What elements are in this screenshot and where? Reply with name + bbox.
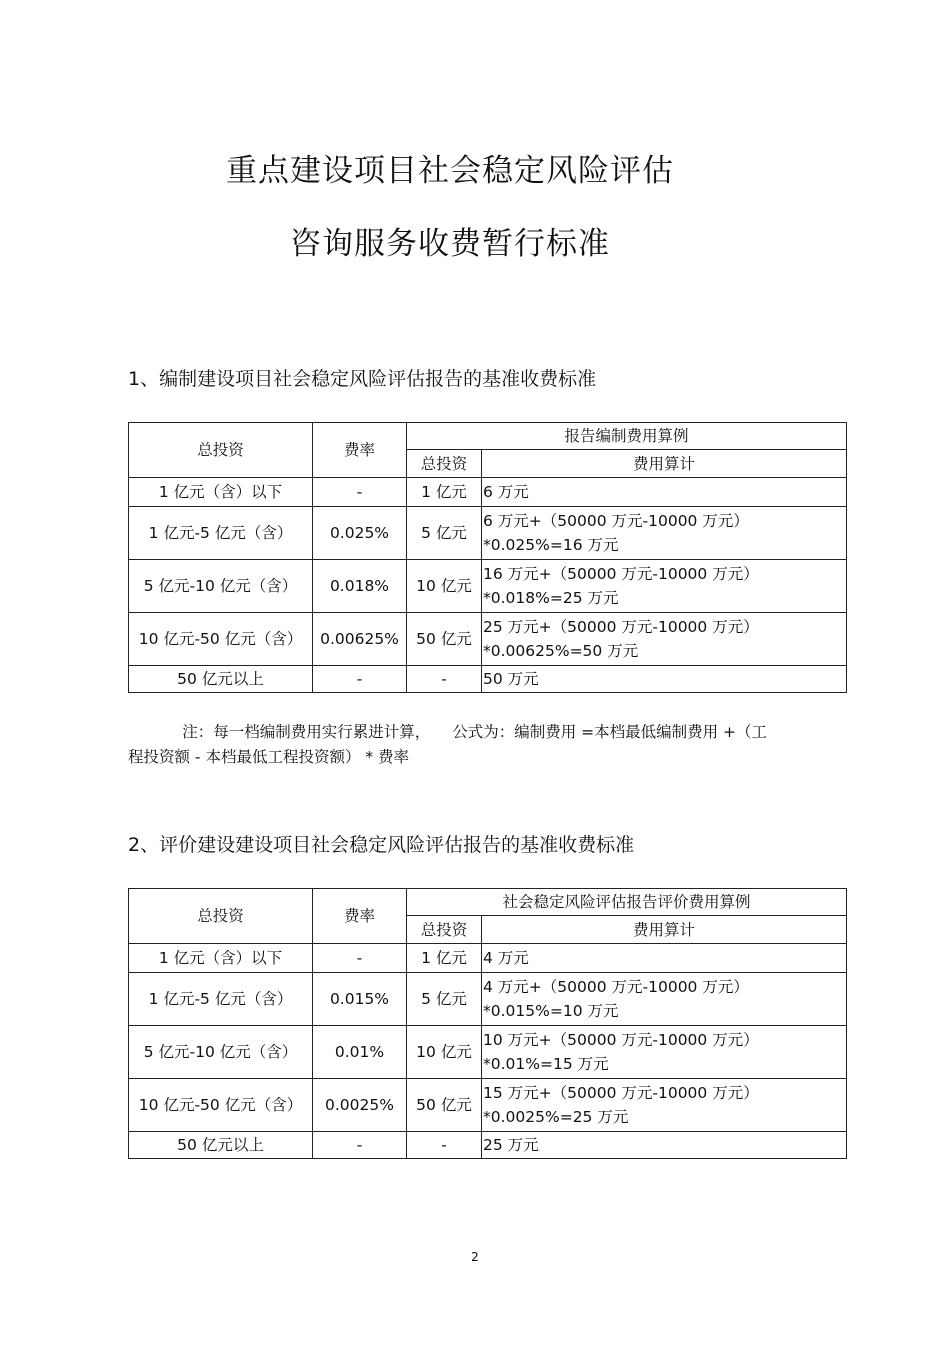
- table-header-row: [129, 423, 847, 450]
- calc-line: *0.025%=16 万元: [483, 536, 619, 554]
- table-row: [129, 478, 847, 507]
- cell-rate: 0.0025%: [313, 1079, 407, 1132]
- header-total-investment: 总投资: [129, 889, 313, 944]
- cell-example: 50 亿元: [407, 613, 482, 666]
- cell-example: 5 亿元: [407, 507, 482, 560]
- cell-range: 1 亿元（含）以下: [129, 478, 313, 507]
- table-row: [129, 507, 847, 560]
- cell-example: 10 亿元: [407, 1026, 482, 1079]
- cell-calc: [482, 478, 847, 507]
- cell-example: -: [407, 666, 482, 693]
- cell-example: 1 亿元: [407, 944, 482, 973]
- cell-range: 10 亿元-50 亿元（含）: [129, 1079, 313, 1132]
- calc-line: 6 万元: [483, 483, 529, 501]
- note-part-a: 注：每一档编制费用实行累进计算，: [182, 723, 431, 741]
- note-line-1: [128, 720, 828, 745]
- calc-line: 25 万元+（50000 万元-10000 万元）: [483, 618, 759, 636]
- cell-calc: [482, 560, 847, 613]
- table-row: [129, 973, 847, 1026]
- calc-line: *0.00625%=50 万元: [483, 642, 639, 660]
- cell-calc: [482, 973, 847, 1026]
- calc-line: 6 万元+（50000 万元-10000 万元）: [483, 512, 749, 530]
- header-example-investment: 总投资: [407, 916, 482, 944]
- cell-example: 50 亿元: [407, 1079, 482, 1132]
- formula-note: [128, 720, 828, 770]
- cell-calc: [482, 1079, 847, 1132]
- cell-range: 5 亿元-10 亿元（含）: [129, 560, 313, 613]
- cell-range: 50 亿元以上: [129, 1132, 313, 1159]
- table-header-row: [129, 889, 847, 916]
- calc-line: 4 万元+（50000 万元-10000 万元）: [483, 978, 749, 996]
- calc-line: *0.015%=10 万元: [483, 1002, 619, 1020]
- cell-calc: [482, 666, 847, 693]
- cell-rate: 0.025%: [313, 507, 407, 560]
- table-row: [129, 613, 847, 666]
- cell-calc: [482, 1132, 847, 1159]
- table-row: [129, 1132, 847, 1159]
- document-title-line2: 咨询服务收费暂行标准: [290, 226, 610, 262]
- cell-rate: -: [313, 478, 407, 507]
- cell-example: 5 亿元: [407, 973, 482, 1026]
- cell-calc: [482, 1026, 847, 1079]
- fee-table-compilation: [128, 422, 847, 693]
- section2-heading: 2、评价建设建设项目社会稳定风险评估报告的基准收费标准: [128, 834, 635, 856]
- calc-line: 25 万元: [483, 1136, 539, 1154]
- cell-rate: 0.015%: [313, 973, 407, 1026]
- cell-example: 1 亿元: [407, 478, 482, 507]
- header-example-group: 报告编制费用算例: [407, 423, 847, 450]
- cell-calc: [482, 507, 847, 560]
- cell-range: 1 亿元-5 亿元（含）: [129, 507, 313, 560]
- header-example-calc: 费用算计: [482, 450, 847, 478]
- cell-calc: [482, 613, 847, 666]
- page-number: 2: [471, 1250, 479, 1264]
- fee-table-evaluation: [128, 888, 847, 1159]
- cell-rate: 0.01%: [313, 1026, 407, 1079]
- table-row: [129, 1079, 847, 1132]
- cell-rate: 0.00625%: [313, 613, 407, 666]
- header-total-investment: 总投资: [129, 423, 313, 478]
- header-example-investment: 总投资: [407, 450, 482, 478]
- cell-range: 50 亿元以上: [129, 666, 313, 693]
- table-row: [129, 944, 847, 973]
- cell-range: 1 亿元-5 亿元（含）: [129, 973, 313, 1026]
- table-row: [129, 1026, 847, 1079]
- cell-rate: -: [313, 666, 407, 693]
- table-row: [129, 666, 847, 693]
- header-example-calc: 费用算计: [482, 916, 847, 944]
- note-line-2: 程投资额 - 本档最低工程投资额） * 费率: [128, 748, 410, 766]
- cell-example: 10 亿元: [407, 560, 482, 613]
- calc-line: 15 万元+（50000 万元-10000 万元）: [483, 1084, 759, 1102]
- cell-rate: -: [313, 1132, 407, 1159]
- calc-line: *0.01%=15 万元: [483, 1055, 609, 1073]
- calc-line: 16 万元+（50000 万元-10000 万元）: [483, 565, 759, 583]
- cell-rate: 0.018%: [313, 560, 407, 613]
- header-rate: 费率: [313, 889, 407, 944]
- calc-line: 4 万元: [483, 949, 529, 967]
- cell-range: 5 亿元-10 亿元（含）: [129, 1026, 313, 1079]
- header-example-group: 社会稳定风险评估报告评价费用算例: [407, 889, 847, 916]
- cell-example: -: [407, 1132, 482, 1159]
- table-row: [129, 560, 847, 613]
- document-title-line1: 重点建设项目社会稳定风险评估: [226, 153, 674, 189]
- calc-line: *0.018%=25 万元: [483, 589, 619, 607]
- header-rate: 费率: [313, 423, 407, 478]
- calc-line: *0.0025%=25 万元: [483, 1108, 629, 1126]
- note-part-b: 公式为：编制费用 =本档最低编制费用 +（工: [452, 723, 768, 741]
- section1-heading: 1、编制建设项目社会稳定风险评估报告的基准收费标准: [128, 368, 597, 390]
- cell-calc: [482, 944, 847, 973]
- calc-line: 50 万元: [483, 670, 539, 688]
- cell-range: 10 亿元-50 亿元（含）: [129, 613, 313, 666]
- cell-range: 1 亿元（含）以下: [129, 944, 313, 973]
- cell-rate: -: [313, 944, 407, 973]
- calc-line: 10 万元+（50000 万元-10000 万元）: [483, 1031, 759, 1049]
